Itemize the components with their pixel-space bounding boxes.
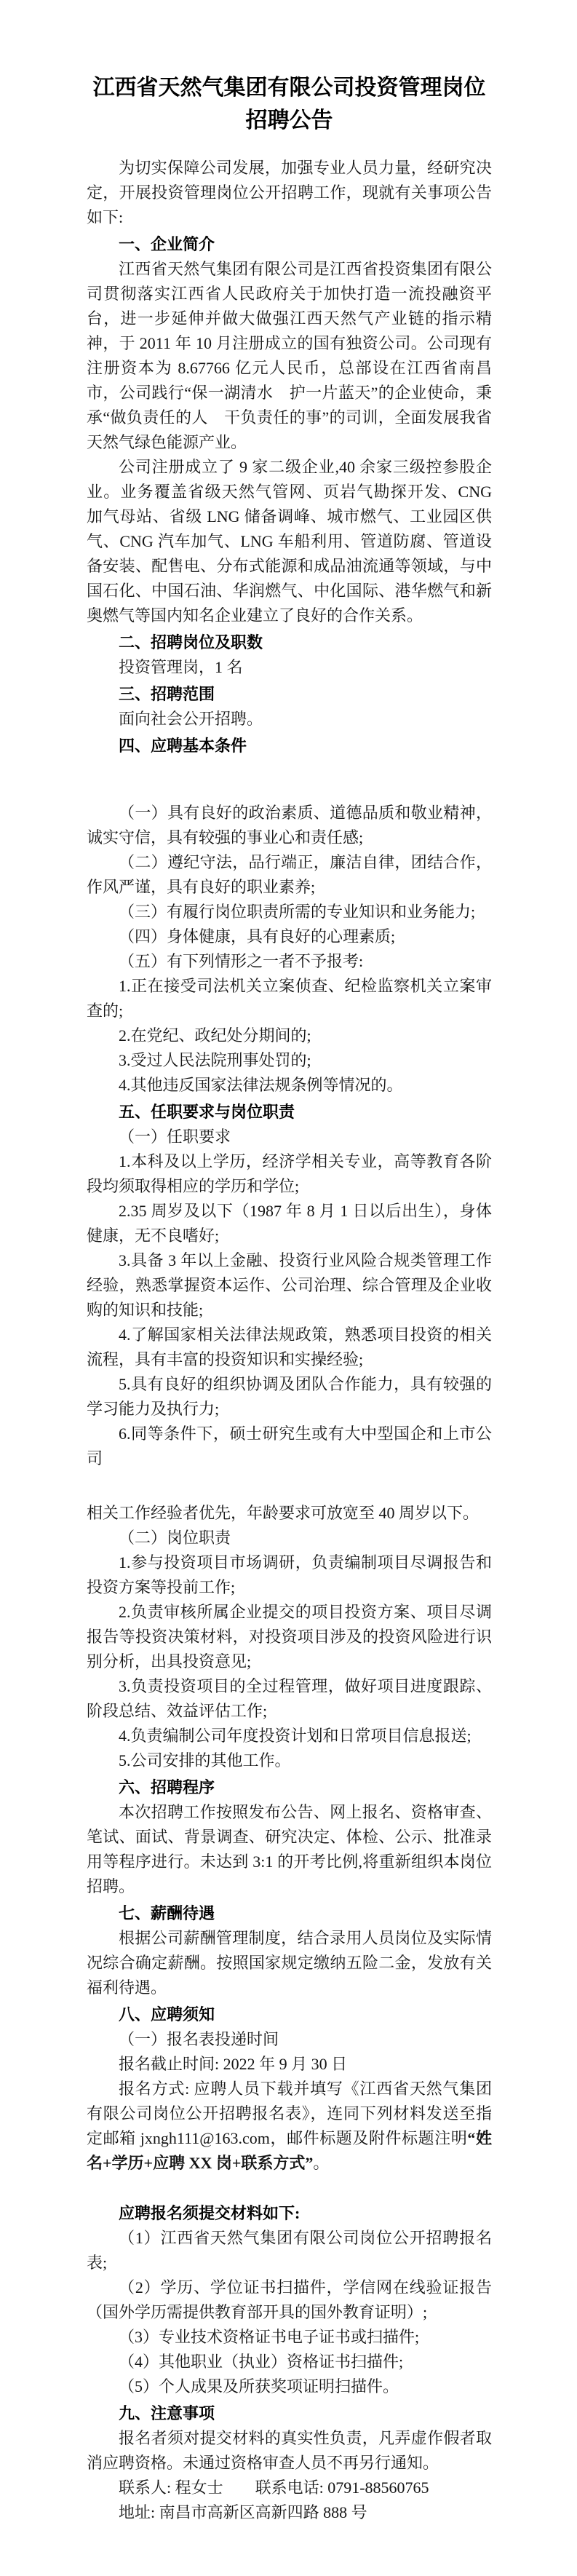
duty-4: 4.负责编制公司年度投资计划和日常项目信息报送;: [119, 1727, 471, 1745]
requirement-4: 4.了解国家相关法律法规政策，熟悉项目投资的相关流程，具有丰富的投资知识和实操经验;: [87, 1325, 492, 1368]
disqualify-item-4: 4.其他违反国家法律法规条例等情况的。: [119, 1076, 403, 1094]
notice-paragraph: 报名者须对提交材料的真实性负责，凡弄虚作假者取消应聘资格。未通过资格审查人员不再另行通知。: [87, 2429, 492, 2472]
section-3-heading: 三、招聘范围: [119, 685, 215, 703]
company-profile-paragraph-2: 公司注册成立了 9 家二级企业,40 余家三级控参股企业。业务覆盖省级天然气管网、页岩气勘探开发、CNG 加气母站、省级 LNG 储备调峰、城市燃气、工业园区供气、CNG 汽车加气、LNG 车船利用、管道防腐、管道设备安装、配售电、分布式能源和成品油流通等领域，与中国石化、中国石油、华润燃气、中化国际、港华燃气和新奥燃气等国内知名企业建立了良好的合作关系。: [87, 458, 492, 625]
requirement-1: 1.本科及以上学历，经济学相关专业，高等教育各阶段均须取得相应的学历和学位;: [87, 1152, 492, 1195]
disqualify-item-2: 2.在党纪、政纪处分期间的;: [119, 1026, 311, 1045]
blank-gap: [87, 1471, 492, 1501]
section-2-heading: 二、招聘岗位及职数: [119, 633, 263, 651]
material-item-4: （4）其他职业（执业）资格证书扫描件;: [119, 2353, 404, 2371]
blank-gap: [87, 758, 492, 801]
material-item-5: （5）个人成果及所获奖项证明扫描件。: [119, 2377, 399, 2395]
intro-paragraph: 为切实保障公司发展，加强专业人员力量，经研究决定，开展投资管理岗位公开招聘工作，现就有关事项公告如下:: [87, 159, 492, 226]
apply-method-text: 报名方式: 应聘人员下载并填写《江西省天然气集团有限公司岗位公开招聘报名表》，连同下列材料发送至指定邮箱 jxngh111@163.com，邮件标题及附件标题注明: [87, 2080, 492, 2147]
duty-1: 1.参与投资项目市场调研，负责编制项目尽调报告和投资方案等投前工作;: [87, 1553, 492, 1596]
materials-lead-line: 应聘报名须提交材料如下:: [119, 2204, 301, 2222]
section-5-heading: 五、任职要求与岗位职责: [119, 1103, 295, 1121]
disqualify-item-1: 1.正在接受司法机关立案侦查、纪检监察机关立案审查的;: [87, 977, 492, 1020]
company-profile-paragraph-1: 江西省天然气集团有限公司是江西省投资集团有限公司贯彻落实江西省人民政府关于加快打造一流投融资平台，进一步延伸并做大做强江西天然气产业链的指示精神，于 2011 年 10 月注册成立的国有独资公司。公司现有注册资本为 8.67766 亿元人民币，总部设在江西省南昌市，公司践行“保一湖清水 护一片蓝天”的企业使命，秉承“做负责任的人 干负责任的事”的司训，全面发展我省天然气绿色能源产业。: [87, 260, 492, 451]
subsection-duties-heading: （二）岗位职责: [119, 1529, 231, 1547]
duty-3: 3.负责投资项目的全过程管理，做好项目进度跟踪、阶段总结、效益评估工作;: [87, 1677, 492, 1720]
apply-method-paragraph: [87, 2077, 492, 2176]
disqualify-item-3: 3.受过人民法院刑事处罚的;: [119, 1051, 311, 1069]
email-subject-format: “姓名+学历+应聘 XX 岗+联系方式”: [87, 2129, 492, 2172]
basic-condition-3: （三）有履行岗位职责所需的专业知识和业务能力;: [119, 903, 476, 921]
apply-method-period: 。: [313, 2154, 330, 2172]
section-4-heading: 四、应聘基本条件: [119, 737, 247, 755]
basic-condition-2: （二）遵纪守法，品行端正，廉洁自律，团结合作，作风严谨，具有良好的职业素养;: [87, 853, 492, 896]
requirement-3: 3.具备 3 年以上金融、投资行业风险合规类管理工作经验，熟悉掌握资本运作、公司治理、综合管理及企业收购的知识和技能;: [87, 1251, 492, 1319]
requirement-6-part1: 6.同等条件下，硕士研究生或有大中型国企和上市公司: [87, 1424, 492, 1467]
section-6-heading: 六、招聘程序: [119, 1778, 215, 1796]
address-line: 地址: 南昌市高新区高新四路 888 号: [119, 2503, 367, 2521]
material-item-1: （1）江西省天然气集团有限公司岗位公开招聘报名表;: [87, 2229, 492, 2272]
position-count-line: 投资管理岗，1 名: [119, 658, 243, 676]
section-7-heading: 七、薪酬待遇: [119, 1904, 215, 1922]
section-8-heading: 八、应聘须知: [119, 2005, 215, 2024]
salary-paragraph: 根据公司薪酬管理制度，结合录用人员岗位及实际情况综合确定薪酬。按照国家规定缴纳五险二金，发放有关福利待遇。: [87, 1929, 492, 1997]
material-item-2: （2）学历、学位证书扫描件，学信网在线验证报告（国外学历需提供教育部开具的国外教育证明）;: [87, 2278, 492, 2321]
duty-5: 5.公司安排的其他工作。: [119, 1751, 291, 1769]
requirement-5: 5.具有良好的组织协调及团队合作能力，具有较强的学习能力及执行力;: [87, 1375, 492, 1418]
basic-condition-4: （四）身体健康，具有良好的心理素质;: [119, 927, 396, 946]
apply-deadline-line: 报名截止时间: 2022 年 9 月 30 日: [119, 2055, 348, 2073]
material-item-3: （3）专业技术资格证书电子证书或扫描件;: [119, 2328, 420, 2346]
blank-gap: [87, 2176, 492, 2201]
section-9-heading: 九、注意事项: [119, 2404, 215, 2422]
requirement-2: 2.35 周岁及以下（1987 年 8 月 1 日以后出生），身体健康，无不良嗜好;: [87, 1202, 492, 1245]
recruit-scope-line: 面向社会公开招聘。: [119, 710, 263, 728]
subsection-apply-time-heading: （一）报名表投递时间: [119, 2030, 279, 2048]
doc-title: 江西省天然气集团有限公司投资管理岗位招聘公告: [92, 76, 486, 132]
subsection-requirements-heading: （一）任职要求: [119, 1128, 231, 1146]
contact-line: 联系人: 程女士 联系电话: 0791-88560765: [119, 2478, 429, 2497]
procedure-paragraph: 本次招聘工作按照发布公告、网上报名、资格审查、笔试、面试、背景调查、研究决定、体检、公示、批准录用等程序进行。未达到 3:1 的开考比例,将重新组织本岗位招聘。: [87, 1803, 492, 1895]
requirement-6-part2: 相关工作经验者优先，年龄要求可放宽至 40 周岁以下。: [87, 1504, 479, 1522]
basic-condition-5: （五）有下列情形之一者不予报考:: [119, 952, 364, 970]
section-1-heading: 一、企业简介: [119, 235, 215, 253]
duty-2: 2.负责审核所属企业提交的项目投资方案、项目尽调报告等投资决策材料，对投资项目涉及的投资风险进行识别分析，出具投资意见;: [87, 1603, 492, 1671]
basic-condition-1: （一）具有良好的政治素质、道德品质和敬业精神，诚实守信，具有较强的事业心和责任感;: [87, 804, 492, 847]
